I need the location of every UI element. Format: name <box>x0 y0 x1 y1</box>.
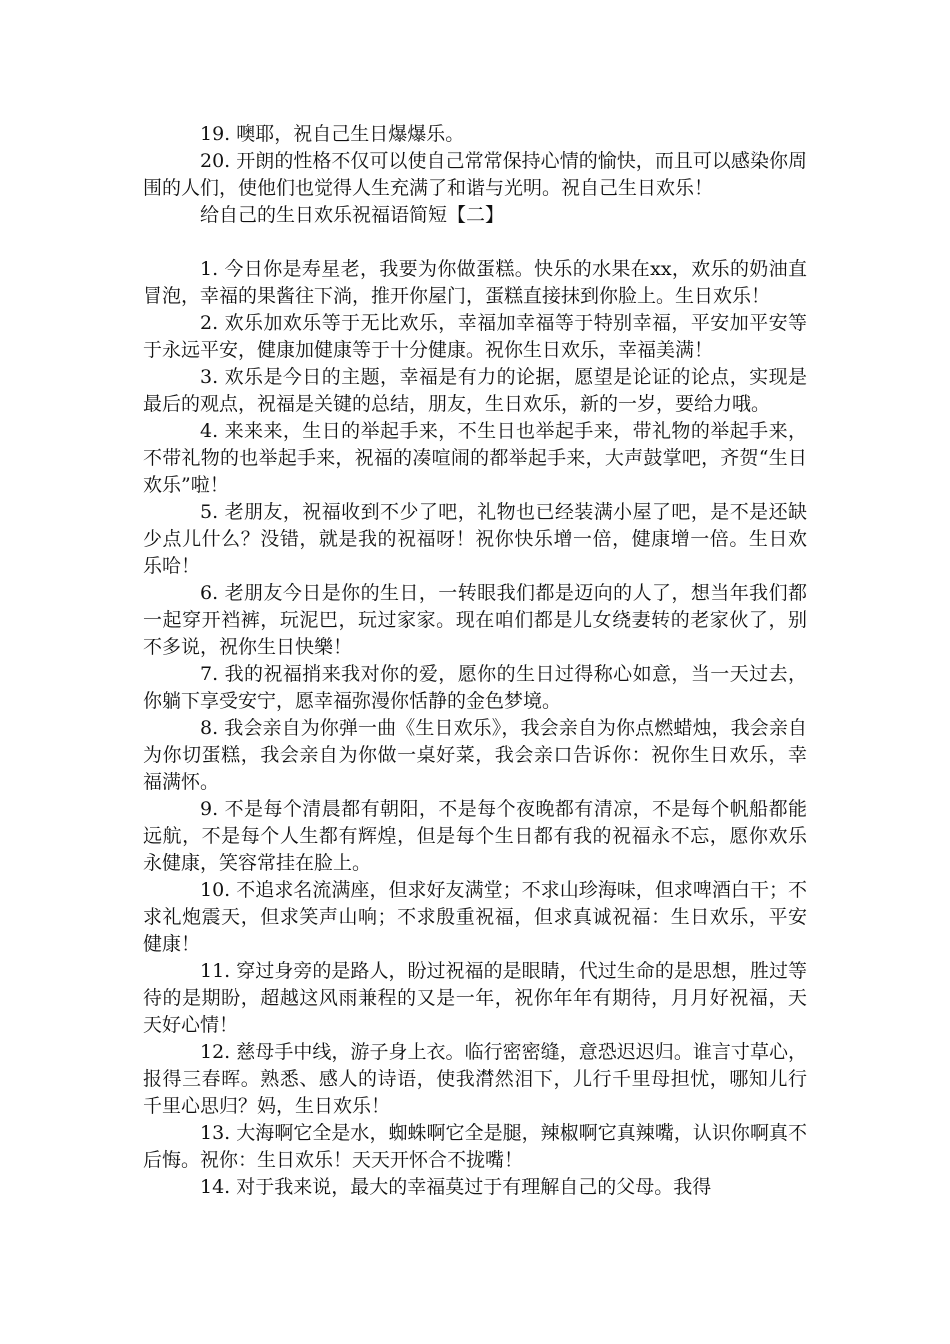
paragraph-6: 6. 老朋友今日是你的生日，一转眼我们都是迈向的人了，想当年我们都一起穿开裆裤，玩泥巴，玩过家家。现在咱们都是儿女绕妻转的老家伙了，别不多说，祝你生日快樂！ <box>143 582 807 658</box>
paragraph-14: 14. 对于我来说，最大的幸福莫过于有理解自己的父母。我得 <box>200 1176 712 1198</box>
paragraph-10: 10. 不追求名流满座，但求好友满堂；不求山珍海味，但求啤酒白干；不求礼炮震天，但求笑声山响；不求殷重祝福，但求真诚祝福：生日欢乐，平安健康！ <box>143 879 807 955</box>
section-heading: 给自己的生日欢乐祝福语简短【二】 <box>200 204 505 226</box>
document-body <box>143 121 807 1201</box>
blank-line <box>143 229 807 256</box>
paragraph-5: 5. 老朋友，祝福收到不少了吧，礼物也已经装满小屋了吧，是不是还缺少点儿什么？没错，就是我的祝福呀！祝你快乐增一倍，健康增一倍。生日欢乐哈！ <box>143 501 807 577</box>
paragraph-19: 19. 噢耶，祝自己生日爆爆乐。 <box>200 123 465 145</box>
paragraph-13: 13. 大海啊它全是水，蜘蛛啊它全是腿，辣椒啊它真辣嘴，认识你啊真不后悔。祝你：生日欢乐！天天开怀合不拢嘴！ <box>143 1122 807 1171</box>
paragraph-12: 12. 慈母手中线，游子身上衣。临行密密缝，意恐迟迟归。谁言寸草心，报得三春晖。熟悉、感人的诗语，使我潸然泪下，儿行千里母担忧，哪知儿行千里心思归？妈，生日欢乐！ <box>143 1041 807 1117</box>
paragraph-20: 20. 开朗的性格不仅可以使自己常常保持心情的愉快，而且可以感染你周围的人们，使他们也觉得人生充满了和谐与光明。祝自己生日欢乐！ <box>143 150 807 199</box>
paragraph-2: 2. 欢乐加欢乐等于无比欢乐，幸福加幸福等于特别幸福，平安加平安等于永远平安，健康加健康等于十分健康。祝你生日欢乐，幸福美满！ <box>143 312 807 361</box>
paragraph-1: 1. 今日你是寿星老，我要为你做蛋糕。快乐的水果在xx，欢乐的奶油直冒泡，幸福的果酱往下淌，推开你屋门，蛋糕直接抹到你脸上。生日欢乐！ <box>143 258 807 307</box>
paragraph-3: 3. 欢乐是今日的主题，幸福是有力的论据，愿望是论证的论点，实现是最后的观点，祝福是关键的总结，朋友，生日欢乐，新的一岁，要给力哦。 <box>143 366 807 415</box>
paragraph-8: 8. 我会亲自为你弹一曲《生日欢乐》，我会亲自为你点燃蜡烛，我会亲自为你切蛋糕，我会亲自为你做一桌好菜，我会亲口告诉你：祝你生日欢乐，幸福满怀。 <box>143 717 807 793</box>
paragraph-9: 9. 不是每个清晨都有朝阳，不是每个夜晚都有清凉，不是每个帆船都能远航，不是每个人生都有辉煌，但是每个生日都有我的祝福永不忘，愿你欢乐永健康，笑容常挂在脸上。 <box>143 798 807 874</box>
paragraph-7: 7. 我的祝福捎来我对你的爱，愿你的生日过得称心如意，当一天过去，你躺下享受安宁，愿幸福弥漫你恬静的金色梦境。 <box>143 663 807 712</box>
paragraph-4: 4. 来来来，生日的举起手来，不生日也举起手来，带礼物的举起手来，不带礼物的也举起手来，祝福的凑喧闹的都举起手来，大声鼓掌吧，齐贺“生日欢乐”啦！ <box>143 420 807 496</box>
paragraph-11: 11. 穿过身旁的是路人，盼过祝福的是眼睛，代过生命的是思想，胜过等待的是期盼，超越这风雨兼程的又是一年，祝你年年有期待，月月好祝福，天天好心情！ <box>143 960 807 1036</box>
